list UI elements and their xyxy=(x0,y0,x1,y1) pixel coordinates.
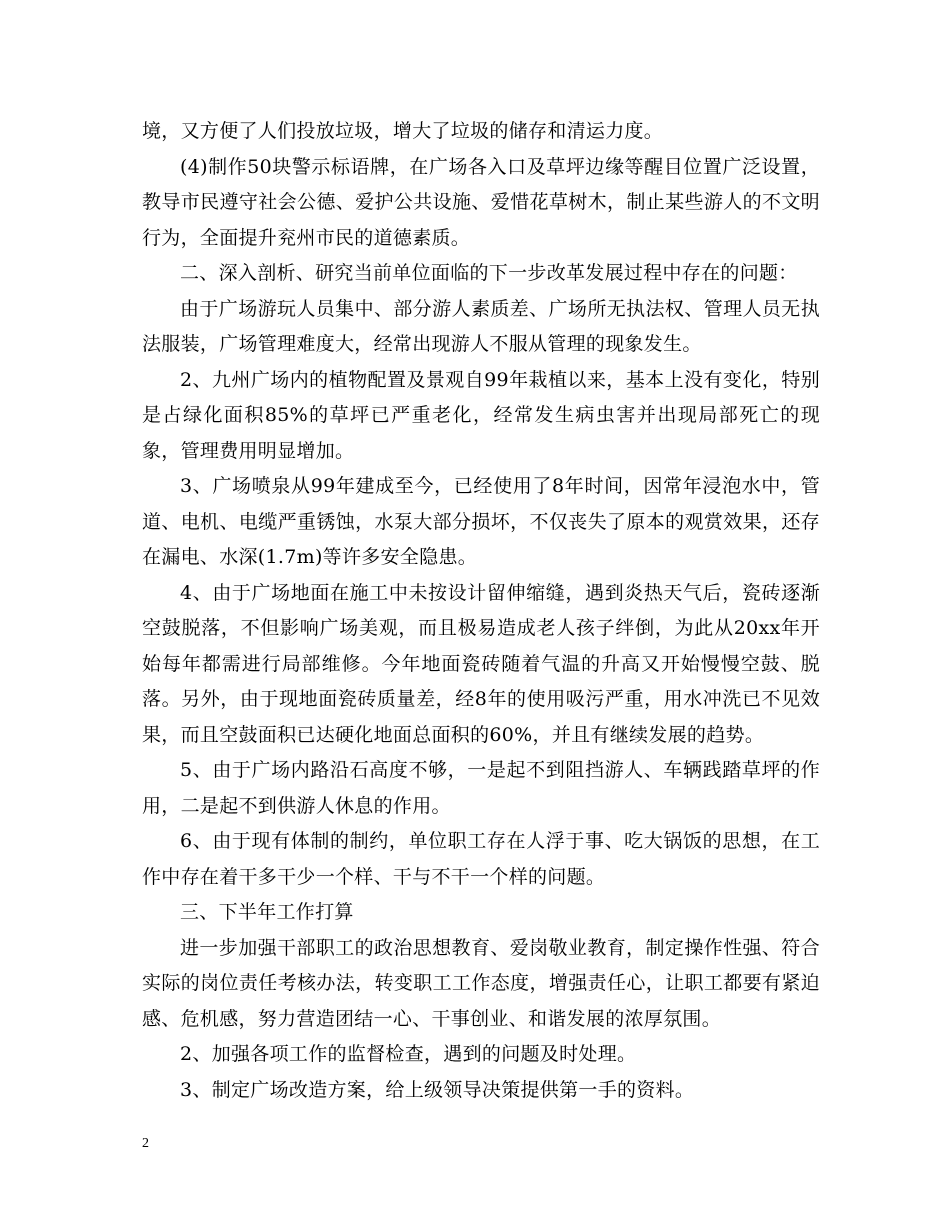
paragraph: 3、制定广场改造方案，给上级领导决策提供第一手的资料。 xyxy=(180,1078,695,1101)
document-body xyxy=(142,114,820,1108)
paragraph: (4)制作50块警示标语牌，在广场各入口及草坪边缘等醒目位置广泛设置，教导市民遵守社会公德、爱护公共设施、爱惜花草树木，制止某些游人的不文明行为，全面提升兖州市民的道德素质。 xyxy=(142,155,820,249)
paragraph: 6、由于现有体制的制约，单位职工存在人浮于事、吃大锅饭的思想，在工作中存在着干多干少一个样、干与不干一个样的问题。 xyxy=(142,830,820,888)
paragraph: 2、加强各项工作的监督检查，遇到的问题及时处理。 xyxy=(180,1043,637,1065)
paragraph: 3、广场喷泉从99年建成至今，已经使用了8年时间，因常年浸泡水中，管道、电机、电缆严重锈蚀，水泵大部分损坏，不仅丧失了原本的观赏效果，还存在漏电、水深(1.7m)等许多安全隐患。 xyxy=(142,475,820,568)
page-number: 2 xyxy=(142,1136,149,1151)
section-heading: 三、下半年工作打算 xyxy=(180,901,354,923)
paragraph: 境，又方便了人们投放垃圾，增大了垃圾的储存和清运力度。 xyxy=(142,120,664,142)
paragraph: 5、由于广场内路沿石高度不够，一是起不到阻挡游人、车辆践踏草坪的作用，二是起不到供游人休息的作用。 xyxy=(142,759,820,817)
section-heading: 二、深入剖析、研究当前单位面临的下一步改革发展过程中存在的问题： xyxy=(180,262,798,284)
paragraph: 进一步加强干部职工的政治思想教育、爱岗敬业教育，制定操作性强、符合实际的岗位责任考核办法，转变职工工作态度，增强责任心，让职工都要有紧迫感、危机感，努力营造团结一心、干事创业、和谐发展的浓厚氛围。 xyxy=(142,936,820,1030)
paragraph: 4、由于广场地面在施工中未按设计留伸缩缝，遇到炎热天气后，瓷砖逐渐空鼓脱落，不但影响广场美观，而且极易造成老人孩子绊倒，为此从20xx年开始每年都需进行局部维修。今年地面瓷砖随着气温的升高又开始慢慢空鼓、脱落。另外，由于现地面瓷砖质量差，经8年的使用吸污严重，用水冲洗已不见效果，而且空鼓面积已达硬化地面总面积的60%，并且有继续发展的趋势。 xyxy=(142,581,820,746)
paragraph: 2、九州广场内的植物配置及景观自99年栽植以来，基本上没有变化，特别是占绿化面积85%的草坪已严重老化，经常发生病虫害并出现局部死亡的现象，管理费用明显增加。 xyxy=(142,368,820,462)
paragraph: 由于广场游玩人员集中、部分游人素质差、广场所无执法权、管理人员无执法服装，广场管理难度大，经常出现游人不服从管理的现象发生。 xyxy=(142,297,820,355)
